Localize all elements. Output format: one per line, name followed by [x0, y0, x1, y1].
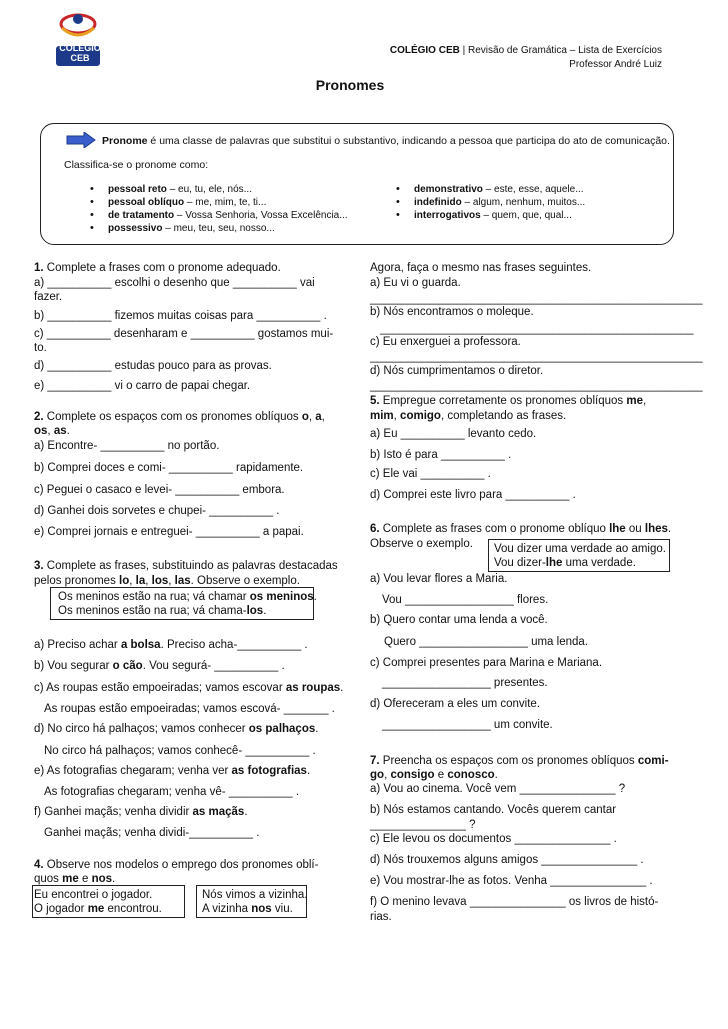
ex7-prompt: 7. Preencha os espaços com os pronomes oblíquos comi-	[370, 755, 669, 767]
ex7-item-c: c) Ele levou os documentos _______________ .	[370, 833, 617, 845]
ex3-item-e: e) As fotografias chegaram; venha ver as fotografias.	[34, 765, 311, 777]
arrow-right-icon	[66, 132, 96, 148]
ex2-item-c: c) Peguei o casaco e levei- __________ embora.	[34, 484, 285, 496]
ex6-item-c-answer: _________________ presentes.	[382, 677, 548, 689]
ex3-item-a: a) Preciso achar a bolsa. Preciso acha-__________ .	[34, 639, 308, 651]
ex3-prompt: 3. Complete as frases, substituindo as palavras destacadas	[34, 560, 338, 572]
ex2-item-a: a) Encontre- __________ no portão.	[34, 440, 220, 452]
school-name: COLÉGIO CEB	[389, 45, 460, 56]
ex-now-item-b: b) Nós encontramos o moleque.	[370, 306, 534, 318]
types-list-right	[396, 183, 585, 222]
ex5-prompt-cont: mim, comigo, completando as frases.	[370, 410, 567, 422]
type-examples: – algum, nenhum, muitos...	[461, 197, 586, 208]
ex7-item-f: f) O menino levava _______________ os livros de histó-	[370, 896, 659, 908]
ex4-model1-line2: O jogador me encontrou.	[34, 903, 162, 915]
type-examples: – meu, teu, seu, nosso...	[162, 223, 275, 234]
ex2-prompt-cont: os, as.	[34, 425, 70, 437]
ex6-example-line2: Vou dizer-lhe uma verdade.	[494, 557, 636, 569]
ex6-prompt: 6. Complete as frases com o pronome oblíquo lhe ou lhes.	[370, 523, 672, 535]
ex5-item-a: a) Eu __________ levanto cedo.	[370, 428, 537, 440]
ex2-item-d: d) Ganhei dois sorvetes e chupei- __________ .	[34, 505, 280, 517]
ex1-item-c-cont: to.	[34, 342, 47, 354]
ex1-item-e: e) __________ vi o carro de papai chegar.	[34, 380, 251, 392]
ex7-item-e: e) Vou mostrar-lhe as fotos. Venha _______________ .	[370, 875, 653, 887]
ex6-prompt-cont: Observe o exemplo.	[370, 538, 473, 550]
ex-now-item-c: c) Eu enxerguei a professora.	[370, 336, 521, 348]
ex3-item-f-answer: Ganhei maçãs; venha dividi-__________ .	[44, 827, 260, 839]
type-name: indefinido	[414, 197, 462, 208]
ex2-item-b: b) Comprei doces e comi- __________ rapidamente.	[34, 462, 304, 474]
ex3-item-e-answer: As fotografias chegaram; venha vê- __________ .	[44, 786, 300, 798]
ex1-prompt	[34, 261, 281, 275]
ex-now-item-a: a) Eu vi o guarda.	[370, 277, 461, 289]
type-examples: – este, esse, aquele...	[482, 184, 584, 195]
ex7-item-b-cont: _______________ ?	[370, 819, 476, 831]
ex7-item-f-cont: rias.	[370, 911, 392, 923]
type-item	[396, 209, 585, 222]
ex3-example-line1: Os meninos estão na rua; vá chamar os meninos.	[58, 591, 317, 603]
ex1-prompt-text: Complete a frases com o pronome adequado.	[43, 262, 281, 274]
logo-text: COLÉGIO CEB	[59, 43, 101, 63]
ex1-item-d: d) __________ estudas pouco para as provas.	[34, 360, 272, 372]
ex4-model2-line2: A vizinha nos viu.	[202, 903, 293, 915]
ex6-item-b-answer: Quero _________________ uma lenda.	[384, 636, 588, 648]
ex3-item-c-answer: As roupas estão empoeiradas; vamos escová- _______ .	[44, 703, 335, 715]
ex6-item-d-answer: _________________ um convite.	[382, 719, 553, 731]
ex5-prompt: 5. Empregue corretamente os pronomes oblíquos me,	[370, 395, 647, 407]
answer-blank: ____________________________________________________	[370, 351, 703, 363]
type-item	[90, 209, 348, 222]
ex3-prompt-cont: pelos pronomes lo, la, los, las. Observe o exemplo.	[34, 575, 300, 587]
ex6-item-d: d) Ofereceram a eles um convite.	[370, 698, 541, 710]
answer-blank: ____________________________________________________	[370, 293, 703, 305]
answer-blank: _________________________________________________	[380, 323, 694, 335]
types-list-left	[90, 183, 348, 235]
ex4-prompt: 4. Observe nos modelos o emprego dos pronomes oblí-	[34, 859, 319, 871]
ex1-item-a: a) __________ escolhi o desenho que __________ vai	[34, 277, 315, 289]
type-name: demonstrativo	[414, 184, 483, 195]
ex4-model1-line1: Eu encontrei o jogador.	[34, 889, 153, 901]
ex2-item-e: e) Comprei jornais e entreguei- __________ a papai.	[34, 526, 304, 538]
ex7-item-b: b) Nós estamos cantando. Vocês querem cantar	[370, 804, 617, 816]
type-name: pessoal reto	[108, 184, 167, 195]
type-examples: – eu, tu, ele, nós...	[166, 184, 252, 195]
ex1-item-c: c) __________ desenharam e __________ gostamos mui-	[34, 328, 334, 340]
ex3-item-c: c) As roupas estão empoeiradas; vamos escovar as roupas.	[34, 682, 344, 694]
type-examples: – quem, que, qual...	[480, 210, 572, 221]
ex3-item-f: f) Ganhei maçãs; venha dividir as maçãs.	[34, 806, 248, 818]
ex5-item-b: b) Isto é para __________ .	[370, 449, 512, 461]
ex3-item-b: b) Vou segurar o cão. Vou segurá- __________ .	[34, 660, 285, 672]
ex7-item-a: a) Vou ao cinema. Você vem _______________ ?	[370, 783, 626, 795]
ex1-item-a-cont: fazer.	[34, 291, 63, 303]
definition-text	[102, 134, 670, 148]
type-item	[90, 196, 348, 209]
header-school-line	[390, 44, 662, 58]
type-name: interrogativos	[414, 210, 481, 221]
type-item	[90, 222, 348, 235]
ex1-item-b: b) __________ fizemos muitas coisas para __________ .	[34, 310, 327, 322]
type-examples: – Vossa Senhoria, Vossa Excelência...	[174, 210, 348, 221]
definition-body: é uma classe de palavras que substitui o substantivo, indicando a pessoa que participa do ato de comunicação.	[147, 135, 670, 147]
ex4-prompt-cont: quos me e nos.	[34, 873, 116, 885]
page-title: Pronomes	[315, 77, 385, 93]
ex-now-intro: Agora, faça o mesmo nas frases seguintes.	[370, 262, 592, 274]
ex6-item-a: a) Vou levar flores a Maria.	[370, 573, 508, 585]
type-item	[90, 183, 348, 196]
type-item	[396, 196, 585, 209]
ex3-item-d-answer: No circo há palhaços; vamos conhecê- __________ .	[44, 745, 316, 757]
ex6-item-b: b) Quero contar uma lenda a você.	[370, 614, 548, 626]
type-name: pessoal oblíquo	[108, 197, 185, 208]
definition-term: Pronome	[102, 135, 148, 147]
type-name: possessivo	[108, 223, 163, 234]
header-separator: |	[459, 45, 469, 56]
subject: Revisão de Gramática – Lista de Exercícios	[468, 45, 662, 56]
ex7-item-d: d) Nós trouxemos alguns amigos _______________ .	[370, 854, 644, 866]
ex3-example-line2: Os meninos estão na rua; vá chama-los.	[58, 605, 267, 617]
ex2-prompt: 2. Complete os espaços com os pronomes oblíquos o, a,	[34, 411, 325, 423]
ex6-item-c: c) Comprei presentes para Marina e Mariana.	[370, 657, 603, 669]
ex5-item-d: d) Comprei este livro para __________ .	[370, 489, 576, 501]
type-name: de tratamento	[108, 210, 175, 221]
ex7-prompt-cont: go, consigo e conosco.	[370, 769, 498, 781]
ex6-example-line1: Vou dizer uma verdade ao amigo.	[494, 543, 666, 555]
classification-intro: Classifica-se o pronome como:	[64, 159, 209, 171]
type-examples: – me, mim, te, ti...	[184, 197, 267, 208]
teacher-name: Professor André Luiz	[569, 59, 662, 70]
ex5-item-c: c) Ele vai __________ .	[370, 468, 491, 480]
ex6-item-a-answer: Vou _________________ flores.	[382, 594, 549, 606]
ex1-number: 1.	[34, 262, 44, 274]
answer-blank: ____________________________________________________	[370, 380, 703, 392]
ex4-model2-line1: Nós vimos a vizinha.	[202, 889, 308, 901]
type-item	[396, 183, 585, 196]
ex3-item-d: d) No circo há palhaços; vamos conhecer os palhaços.	[34, 723, 319, 735]
ex-now-item-d: d) Nós cumprimentamos o diretor.	[370, 365, 544, 377]
